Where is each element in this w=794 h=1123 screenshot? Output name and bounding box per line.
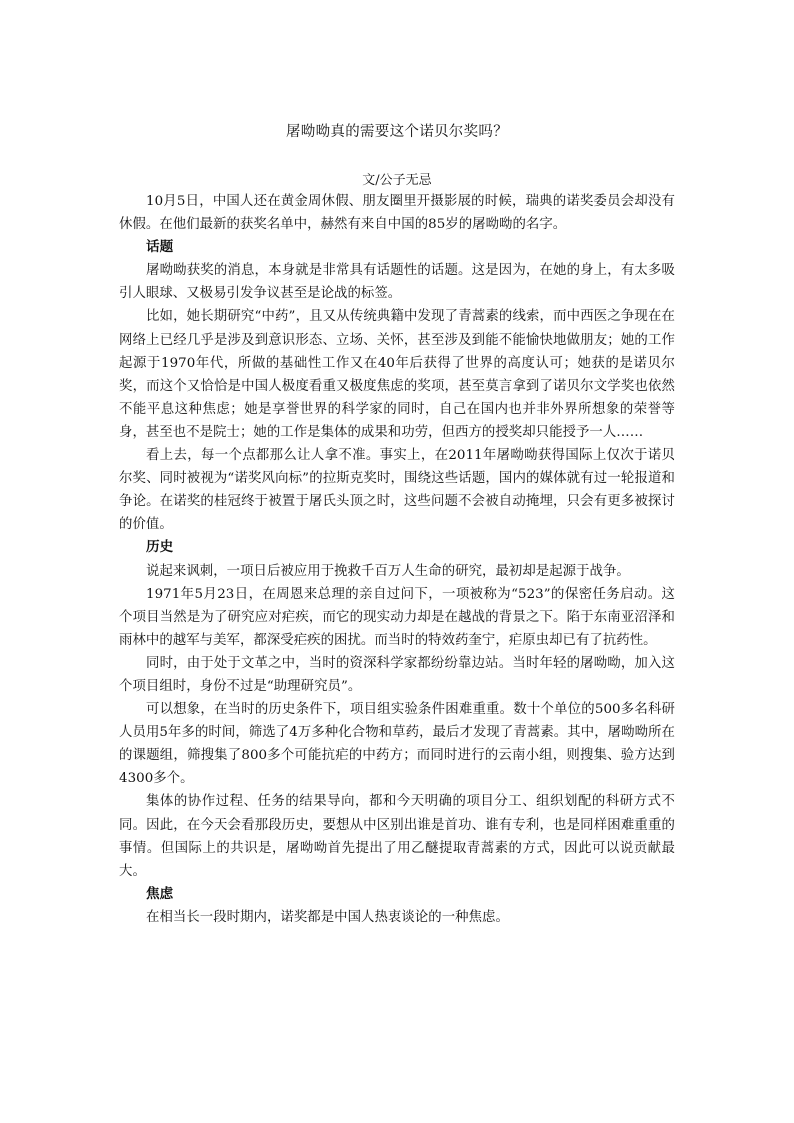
article-byline: 文/公子无忌 (362, 173, 432, 188)
paragraph: 说起来讽刺，一项日后被应用于挽救千百万人生命的研究，最初却是起源于战争。 (146, 563, 630, 579)
paragraph: 同时，由于处于文革之中，当时的资深科学家都纷纷靠边站。当时年轻的屠呦呦，加入这个项目组时，身份不过是“助理研究员”。 (119, 655, 675, 694)
paragraph-intro: 10月5日，中国人还在黄金周休假、朋友圈里开摄影展的时候，瑞典的诺奖委员会却没有休假。在他们最新的获奖名单中，赫然有来自中国的85岁的屠呦呦的名字。 (119, 194, 675, 233)
section-heading-topic: 话题 (146, 239, 174, 256)
paragraph: 可以想象，在当时的历史条件下，项目组实验条件困难重重。数十个单位的500多名科研人员用5年多的时间，筛选了4万多种化合物和草药，最后才发现了青蒿素。其中，屠呦呦所在的课题组，筛搜集了800多个可能抗疟的中药方；而同时进行的云南小组，则搜集、验方达到4300多个。 (119, 702, 675, 787)
paragraph: 屠呦呦获奖的消息，本身就是非常具有话题性的话题。这是因为，在她的身上，有太多吸引人眼球、又极易引发争议甚至是论战的标签。 (119, 263, 675, 302)
paragraph: 集体的协作过程、任务的结果导向，都和今天明确的项目分工、组织划配的科研方式不同。因此，在今天会看那段历史，要想从中区别出谁是首功、谁有专利，也是同样困难重重的事情。但国际上的共识是，屠呦呦首先提出了用乙醚提取青蒿素的方式，因此可以说贡献最大。 (119, 794, 675, 879)
section-heading-anxiety: 焦虑 (146, 885, 174, 902)
section-heading-history: 历史 (146, 539, 174, 556)
paragraph: 看上去，每一个点都那么让人拿不准。事实上，在2011年屠呦呦获得国际上仅次于诺贝尔奖、同时被视为“诺奖风向标”的拉斯克奖时，围绕这些话题，国内的媒体就有过一轮报道和争论。在诺奖的桂冠终于被置于屠氏头顶之时，这些问题不会被自动掩埋，只会有更多被探讨的价值。 (119, 448, 675, 533)
article-body (119, 190, 675, 929)
paragraph: 1971年5月23日，在周恩来总理的亲自过问下，一项被称为“523”的保密任务启动。这个项目当然是为了研究应对疟疾，而它的现实动力却是在越战的背景之下。陷于东南亚沼泽和雨林中的越军与美军，都深受疟疾的困扰。而当时的特效药奎宁，疟原虫却已有了抗药性。 (119, 586, 675, 648)
paragraph: 比如，她长期研究“中药”，且又从传统典籍中发现了青蒿素的线索，而中西医之争现在在网络上已经几乎是涉及到意识形态、立场、关怀，甚至涉及到能不能愉快地做朋友；她的工作起源于1970年代，所做的基础性工作又在40年后获得了世界的高度认可；她获的是诺贝尔奖，而这个又恰恰是中国人极度看重又极度焦虑的奖项，甚至莫言拿到了诺贝尔文学奖也依然不能平息这种焦虑；她是享誉世界的科学家的同时，自己在国内也并非外界所想象的荣誉等身，甚至也不是院士；她的工作是集体的成果和功劳，但西方的授奖却只能授予一人…… (119, 309, 675, 440)
article-title: 屠呦呦真的需要这个诺贝尔奖吗？ (286, 124, 508, 140)
paragraph: 在相当长一段时期内，诺奖都是中国人热衷谈论的一种焦虑。 (146, 909, 509, 925)
